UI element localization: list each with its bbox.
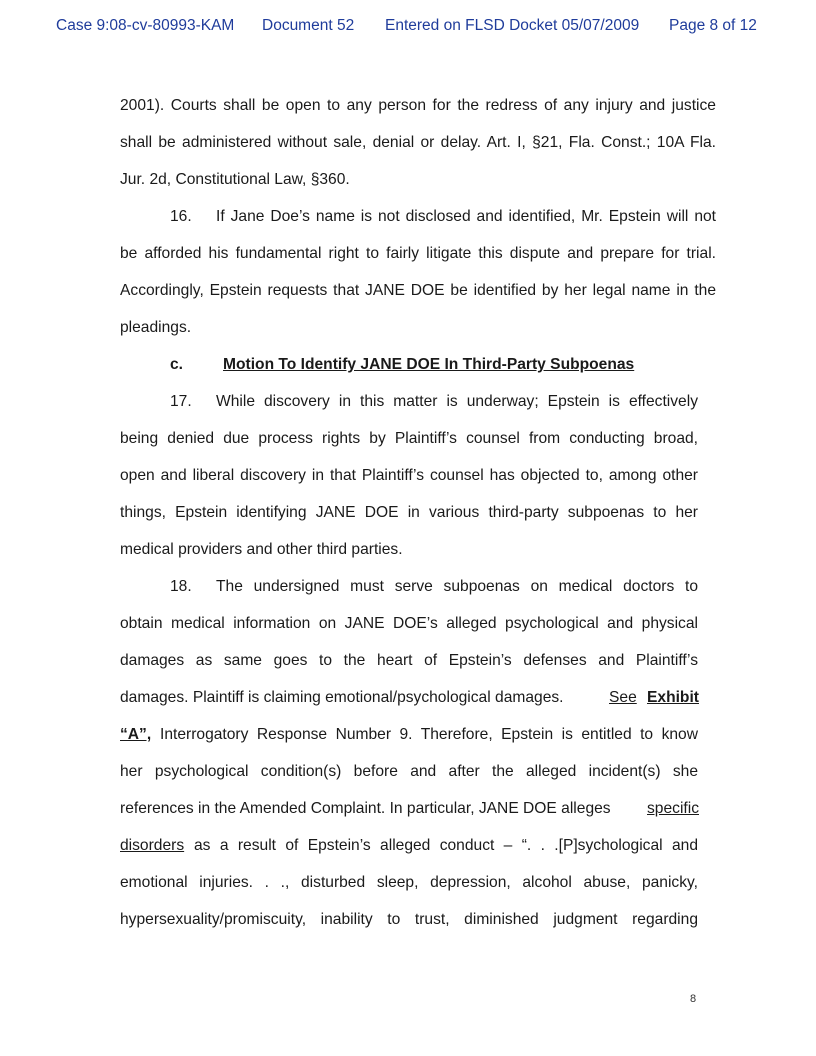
see-signal: See [609,689,637,706]
text-line: emotional injuries. . ., disturbed sleep, depression, alcohol abuse, panicky, [120,874,698,891]
text-line: damages as same goes to the heart of Epstein’s defenses and Plaintiff’s [120,652,698,669]
paragraph-number: 18. [170,578,192,595]
exhibit-a-reference: “A”, [120,726,152,743]
text-line: being denied due process rights by Plaintiff’s counsel from conducting broad, [120,430,698,447]
text-line: While discovery in this matter is underway; Epstein is effectively [216,393,698,410]
text-line: shall be administered without sale, denial or delay. Art. I, §21, Fla. Const.; 10A Fla. [120,134,716,151]
paragraph-number: 16. [170,208,192,225]
docket-header [0,17,816,37]
disorders-underlined: disorders [120,837,185,854]
paragraph-number: 17. [170,393,192,410]
text-line: references in the Amended Complaint. In particular, JANE DOE alleges [120,800,611,817]
text-line: things, Epstein identifying JANE DOE in various third-party subpoenas to her [120,504,698,521]
text-line: If Jane Doe’s name is not disclosed and identified, Mr. Epstein will not [216,208,716,225]
text-line: her psychological condition(s) before and after the alleged incident(s) she [120,763,698,780]
specific-underlined: specific [647,800,699,817]
text-line: hypersexuality/promiscuity, inability to trust, diminished judgment regarding [120,911,698,928]
section-heading: Motion To Identify JANE DOE In Third-Party Subpoenas [223,356,635,373]
text-line: be afforded his fundamental right to fairly litigate this dispute and prepare for trial. [120,245,716,262]
text-line: The undersigned must serve subpoenas on medical doctors to [216,578,698,595]
text-line: open and liberal discovery in that Plaintiff’s counsel has objected to, among other [120,467,698,484]
section-letter: c. [170,356,184,373]
text-line: Interrogatory Response Number 9. Therefore, Epstein is entitled to know [160,726,698,743]
case-number: Case 9:08-cv-80993-KAM [56,17,235,34]
text-line: damages. Plaintiff is claiming emotional/psychological damages. [120,689,564,706]
docket-entry-date: Entered on FLSD Docket 05/07/2009 [385,17,640,34]
page-number: 8 [690,993,697,1005]
text-line: obtain medical information on JANE DOE’s alleged psychological and physical [120,615,698,632]
text-line: pleadings. [120,319,192,336]
document-number: Document 52 [262,17,355,34]
text-line: as a result of Epstein’s alleged conduct – “. . .[P]sychological and [194,837,698,854]
text-line: Accordingly, Epstein requests that JANE DOE be identified by her legal name in the [120,282,716,299]
text-line: 2001). Courts shall be open to any person for the redress of any injury and justice [120,97,716,114]
text-line: medical providers and other third parties. [120,541,403,558]
exhibit-reference: Exhibit [647,689,699,706]
page-count: Page 8 of 12 [669,17,757,34]
text-line: Jur. 2d, Constitutional Law, §360. [120,171,350,188]
